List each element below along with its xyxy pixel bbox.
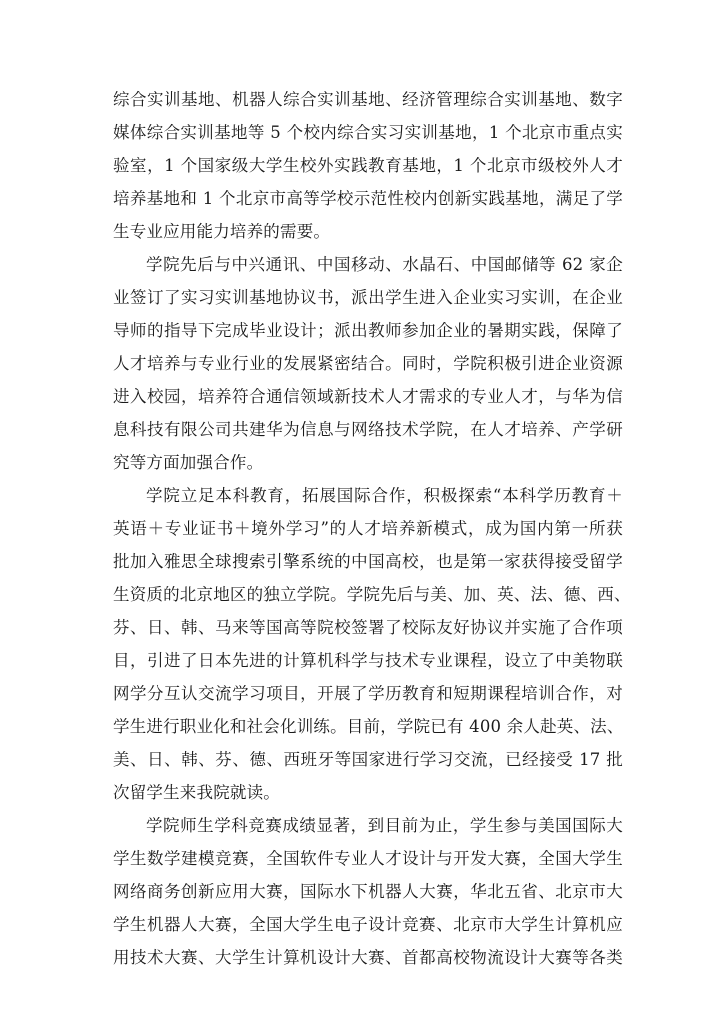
text-line: 网络商务创新应用大赛，国际水下机器人大赛，华北五省、北京市大 [113, 882, 623, 901]
text-line: 人才培养与专业行业的发展紧密结合。同时，学院积极引进企业资源 [113, 354, 623, 373]
text-line: 用技术大赛、大学生计算机设计大赛、首都高校物流设计大赛等各类 [113, 948, 623, 967]
text-line: 究等方面加强合作。 [113, 453, 264, 472]
text-line: 媒体综合实训基地等 5 个校内综合实习实训基地，1 个北京市重点实 [113, 123, 623, 142]
paragraph-first-line: 学院师生学科竞赛成绩显著，到目前为止，学生参与美国国际大 [146, 816, 623, 835]
text-line: 综合实训基地、机器人综合实训基地、经济管理综合实训基地、数字 [113, 90, 623, 109]
text-line: 网学分互认交流学习项目，开展了学历教育和短期课程培训合作，对 [113, 684, 623, 703]
text-line: 美、日、韩、芬、德、西班牙等国家进行学习交流，已经接受 17 批 [113, 750, 623, 769]
text-line: 培养基地和 1 个北京市高等学校示范性校内创新实践基地，满足了学 [113, 189, 623, 208]
text-line: 业签订了实习实训基地协议书，派出学生进入企业实习实训，在企业 [113, 288, 623, 307]
text-line: 导师的指导下完成毕业设计；派出教师参加企业的暑期实践，保障了 [113, 321, 623, 340]
text-line: 学生数学建模竞赛，全国软件专业人才设计与开发大赛，全国大学生 [113, 849, 623, 868]
text-line: 生资质的北京地区的独立学院。学院先后与美、加、英、法、德、西、 [113, 585, 631, 604]
text-line: 目，引进了日本先进的计算机科学与技术专业课程，设立了中美物联 [113, 651, 623, 670]
text-line: 批加入雅思全球搜索引擎系统的中国高校，也是第一家获得接受留学 [113, 552, 623, 571]
text-line: 验室，1 个国家级大学生校外实践教育基地，1 个北京市级校外人才 [113, 156, 623, 175]
text-line: 次留学生来我院就读。 [113, 783, 280, 802]
paragraph-first-line: 学院立足本科教育，拓展国际合作，积极探索“本科学历教育＋ [146, 486, 623, 505]
text-line: 芬、日、韩、马来等国高等院校签署了校际友好协议并实施了合作项 [113, 618, 623, 637]
text-line: 学生进行职业化和社会化训练。目前，学院已有 400 余人赴英、法、 [113, 717, 624, 736]
text-line: 学生机器人大赛，全国大学生电子设计竞赛、北京市大学生计算机应 [113, 915, 623, 934]
text-line: 英语＋专业证书＋境外学习”的人才培养新模式，成为国内第一所获 [113, 519, 623, 538]
text-line: 生专业应用能力培养的需要。 [113, 222, 331, 241]
text-line: 息科技有限公司共建华为信息与网络技术学院，在人才培养、产学研 [113, 420, 623, 439]
text-line: 进入校园，培养符合通信领域新技术人才需求的专业人才，与华为信 [113, 387, 623, 406]
paragraph-first-line: 学院先后与中兴通讯、中国移动、水晶石、中国邮储等 62 家企 [146, 255, 623, 274]
